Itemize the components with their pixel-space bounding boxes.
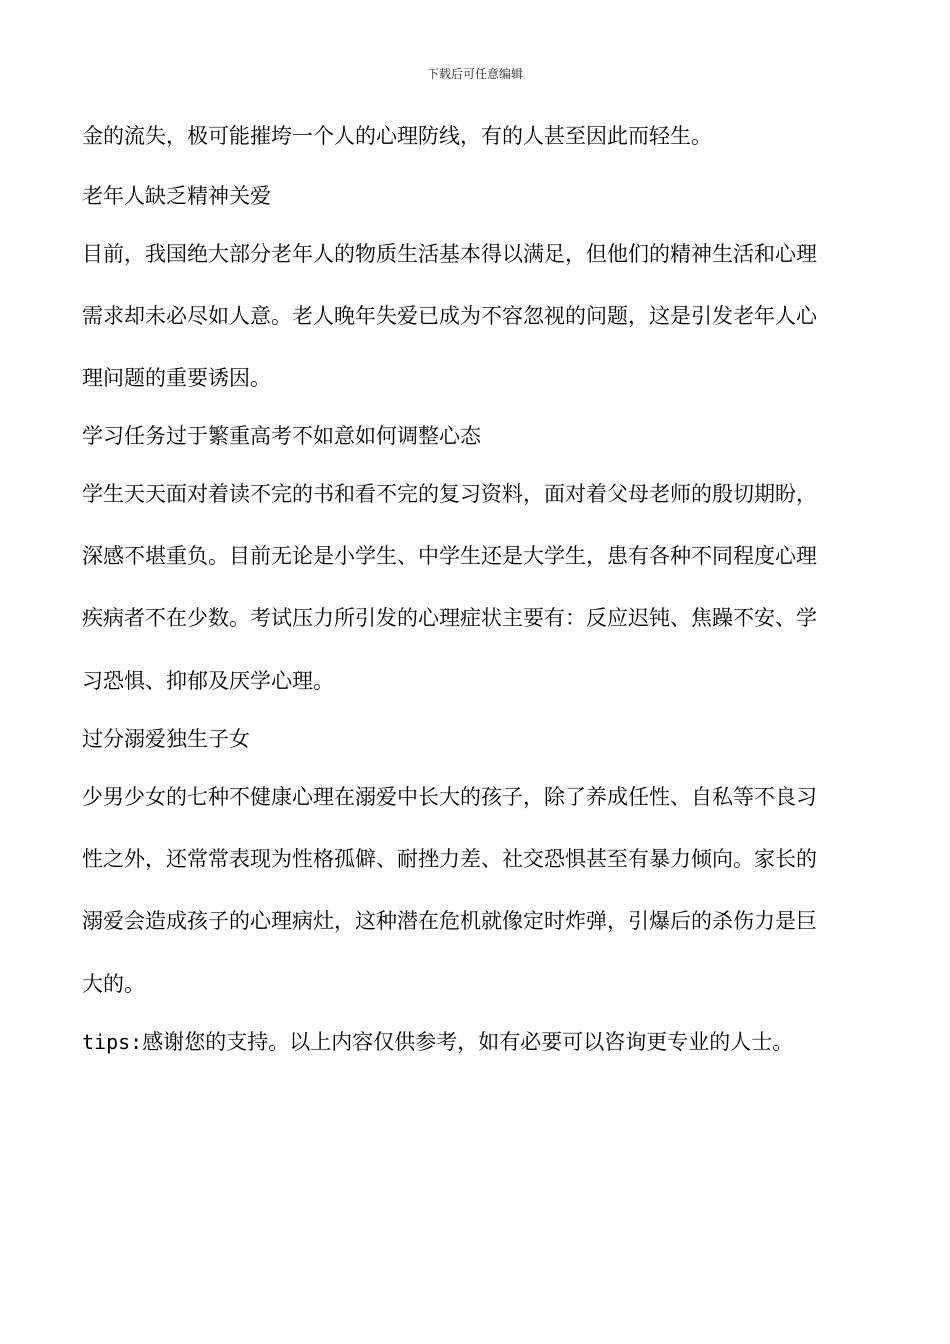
paragraph-line: 溺爱会造成孩子的心理病灶，这种潜在危机就像定时炸弹，引爆后的杀伤力是巨 [82, 909, 817, 933]
paragraph-line: 疾病者不在少数。考试压力所引发的心理症状主要有：反应迟钝、焦躁不安、学 [82, 606, 817, 630]
tips-text: 感谢您的支持。以上内容仅供参考，如有必要可以咨询更专业的人士。 [142, 1030, 794, 1054]
paragraph-line: 学生天天面对着读不完的书和看不完的复习资料，面对着父母老师的殷切期盼， [82, 482, 817, 506]
paragraph-line: 性之外，还常常表现为性格孤僻、耐挫力差、社交恐惧甚至有暴力倾向。家长的 [82, 847, 817, 871]
page-header: 下载后可任意编辑 [426, 67, 523, 81]
section-heading: 过分溺爱独生子女 [82, 727, 250, 751]
section-heading: 学习任务过于繁重高考不如意如何调整心态 [82, 424, 481, 448]
paragraph-line: 深感不堪重负。目前无论是小学生、中学生还是大学生，患有各种不同程度心理 [82, 544, 817, 568]
paragraph-line: 需求却未必尽如人意。老人晚年失爱已成为不容忽视的问题，这是引发老年人心 [82, 304, 817, 328]
tips-line [82, 1026, 793, 1058]
paragraph-line: 目前，我国绝大部分老年人的物质生活基本得以满足，但他们的精神生活和心理 [82, 242, 817, 266]
paragraph-line: 金的流失，极可能摧垮一个人的心理防线，有的人甚至因此而轻生。 [82, 124, 712, 148]
paragraph-line: 习恐惧、抑郁及厌学心理。 [82, 669, 334, 693]
section-heading: 老年人缺乏精神关爱 [82, 184, 271, 208]
paragraph-line: 少男少女的七种不健康心理在溺爱中长大的孩子，除了养成任性、自私等不良习 [82, 785, 817, 809]
paragraph-line: 大的。 [82, 972, 145, 996]
tips-label: tips: [82, 1030, 143, 1054]
paragraph-line: 理问题的重要诱因。 [82, 366, 271, 390]
